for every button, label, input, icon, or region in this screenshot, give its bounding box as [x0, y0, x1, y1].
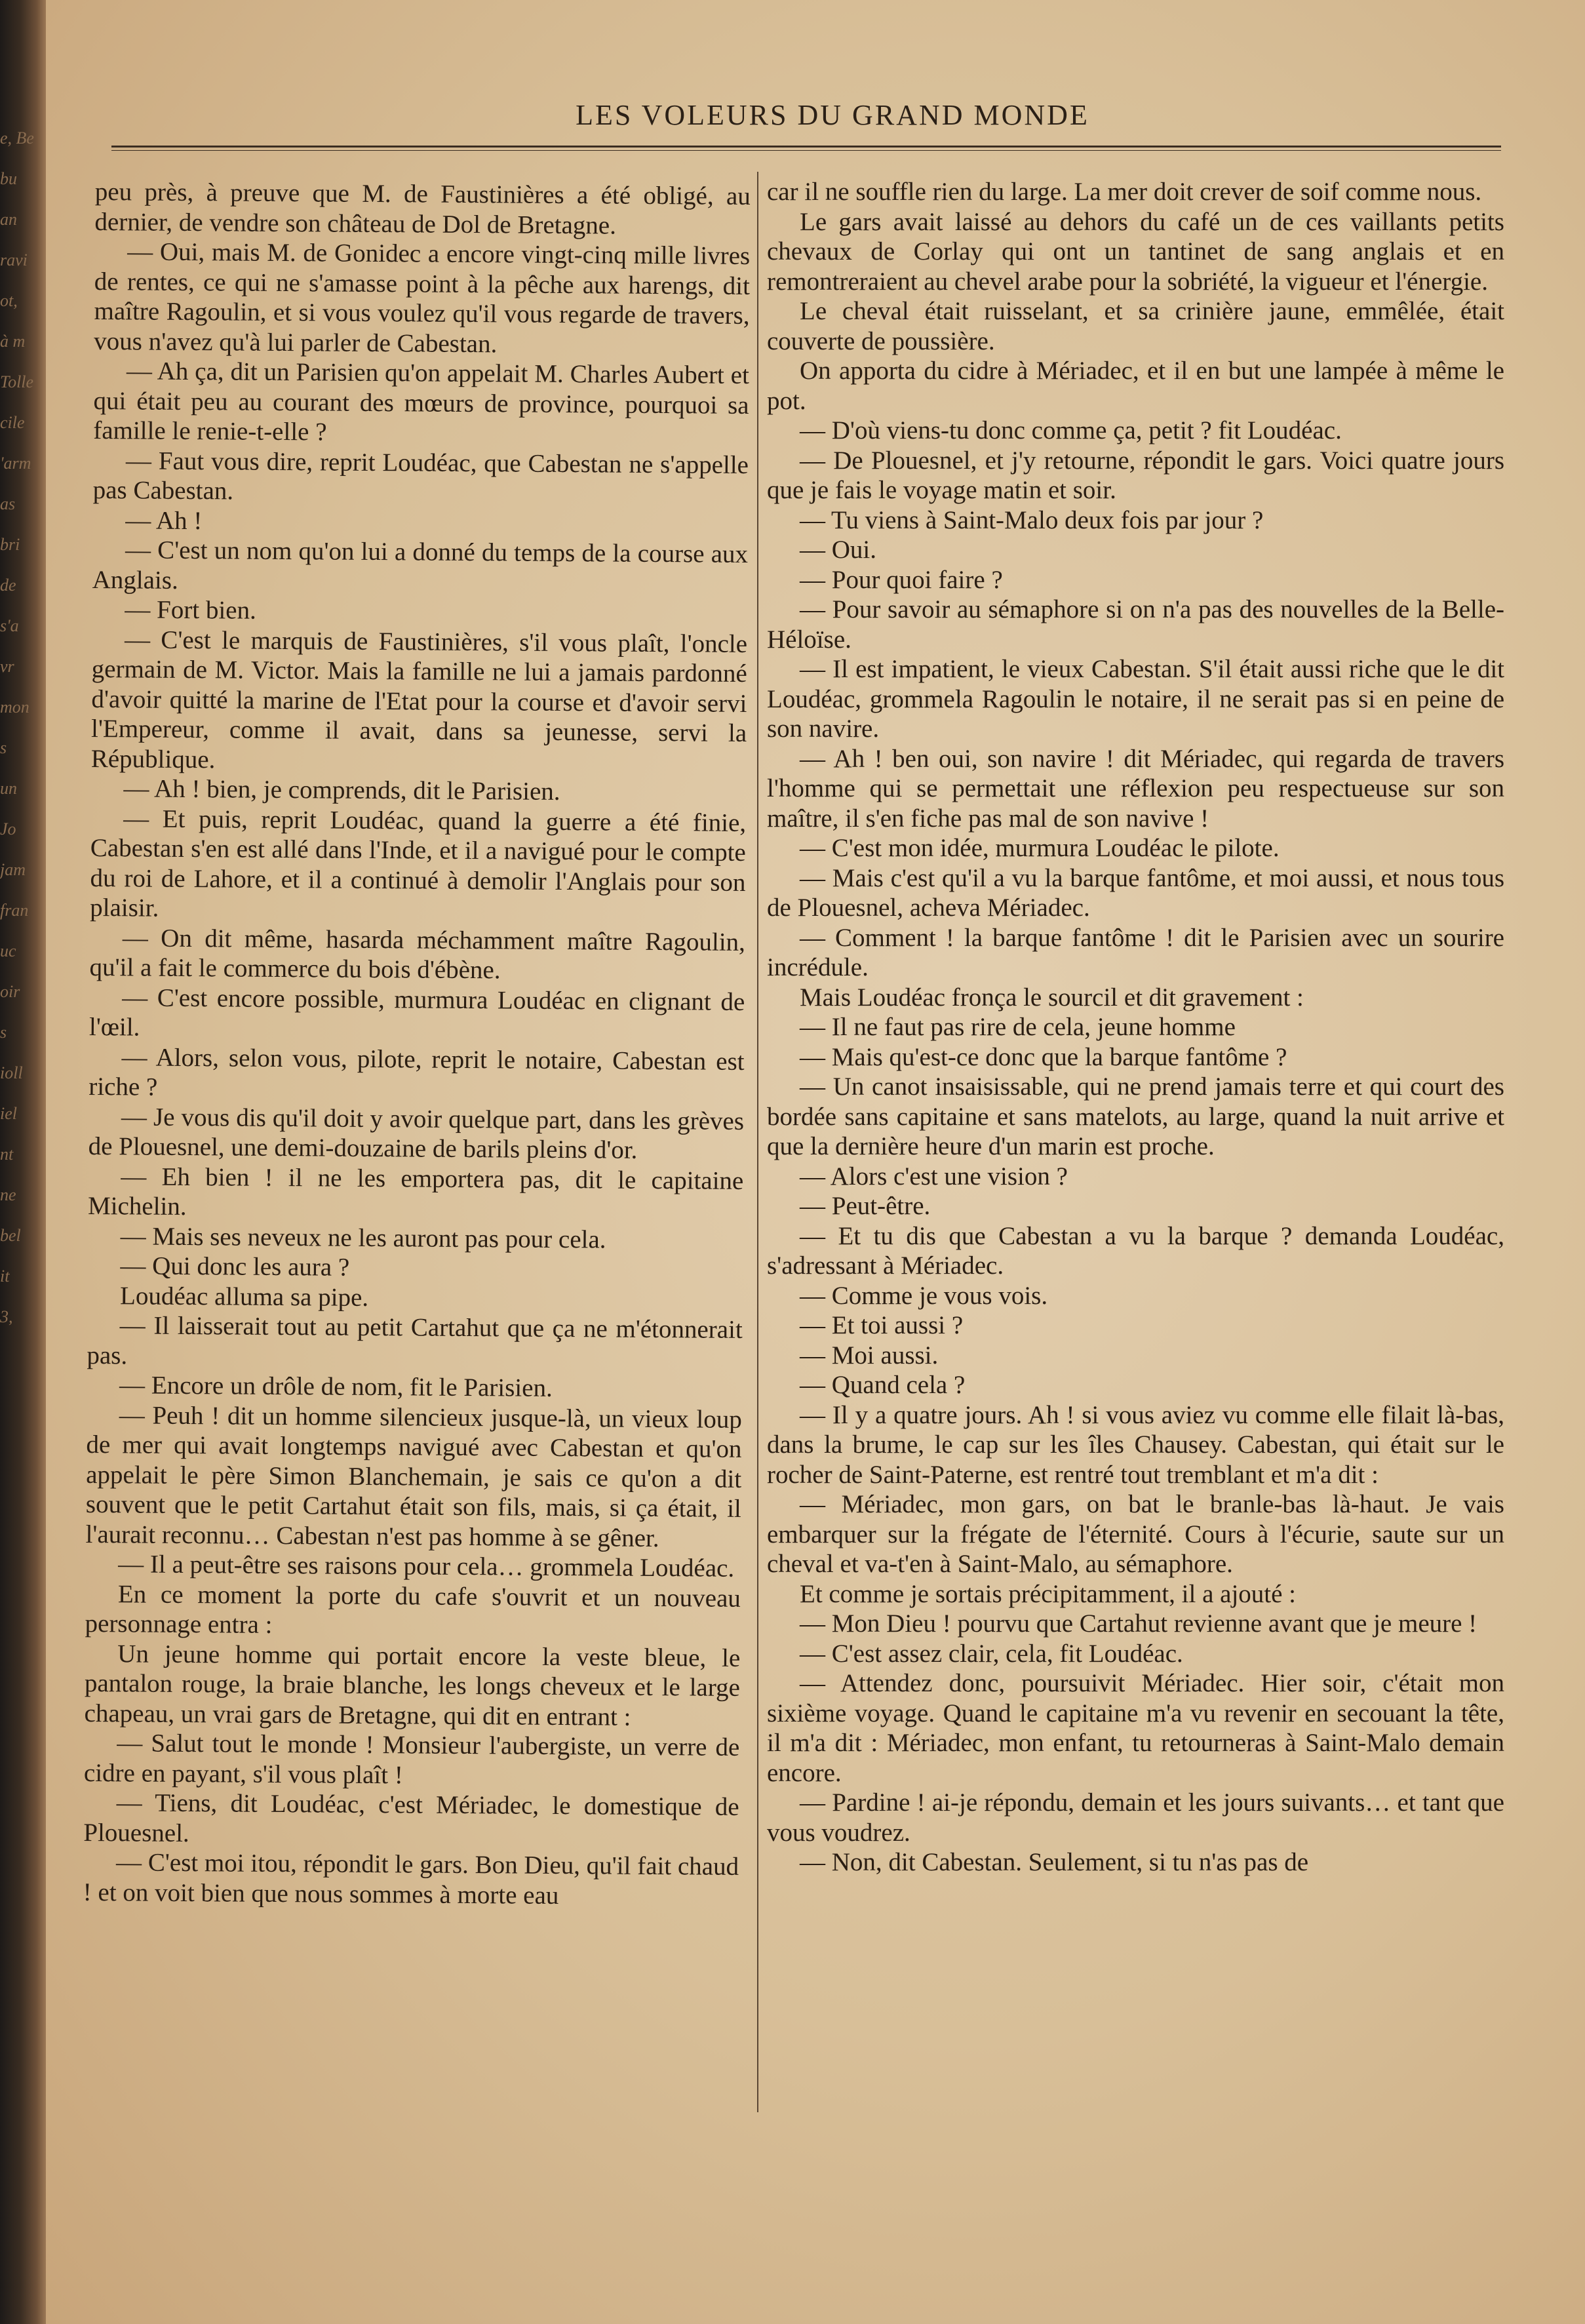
paragraph: — Encore un drôle de nom, fit le Parisien. — [119, 1371, 553, 1402]
paragraph: — Pardine ! ai-je répondu, demain et les jours suivants… et tant que vous voudrez. — [767, 1788, 1504, 1847]
paragraph: — Mais c'est qu'il a vu la barque fantôme, et moi aussi, et nous tous de Plouesnel, acheva Mériadec. — [767, 863, 1504, 922]
paragraph: — Ah ! ben oui, son navire ! dit Mériadec, qui regarda de travers l'homme qui se permettait une réflexion peu respectueuse sur son maître, il s'en fiche pas mal de son navive ! — [767, 744, 1504, 833]
paragraph: — On dit même, hasarda méchamment maître Ragoulin, qu'il a fait le commerce du bois d'ébène. — [89, 923, 746, 985]
paragraph: — C'est un nom qu'on lui a donné du temps de la course aux Anglais. — [92, 536, 749, 595]
edge-fragment: ioll — [0, 1063, 23, 1082]
paragraph: — Comme je vous vois. — [800, 1281, 1048, 1310]
paragraph: — Mon Dieu ! pourvu que Cartahut revienne avant que je meure ! — [800, 1609, 1477, 1638]
paragraph: Le cheval était ruisselant, et sa crinière jaune, emmêlée, était couverte de poussière. — [767, 297, 1504, 355]
column-separator — [757, 172, 758, 2112]
edge-fragment: ne — [0, 1185, 16, 1204]
edge-fragment: 'arm — [0, 454, 31, 473]
paragraph: car il ne souffle rien du large. La mer doit crever de soif comme nous. — [767, 178, 1482, 206]
edge-fragment: de — [0, 576, 16, 595]
edge-fragment: e, Be — [0, 128, 34, 148]
paragraph: — Comment ! la barque fantôme ! dit le Parisien avec un sourire incrédule. — [767, 923, 1504, 981]
paragraph: Loudéac alluma sa pipe. — [119, 1281, 369, 1312]
paragraph: — Eh bien ! il ne les emportera pas, dit le capitaine Michelin. — [87, 1162, 744, 1221]
edge-fragment: as — [0, 494, 16, 513]
paragraph: — Alors c'est une vision ? — [800, 1162, 1068, 1191]
paragraph: — Ah ! — [125, 505, 203, 535]
paragraph: Un jeune homme qui portait encore la veste bleue, le pantalon rouge, la braie blanche, les longs cheveux et le large chapeau, un vrai gars de Bretagne, qui dit en entrant : — [84, 1639, 741, 1731]
paragraph: — Moi aussi. — [800, 1341, 939, 1369]
paragraph: — Faut vous dire, reprit Loudéac, que Cabestan ne s'appelle pas Cabestan. — [92, 446, 749, 505]
paragraph: — Non, dit Cabestan. Seulement, si tu n'as pas de — [800, 1848, 1309, 1876]
paragraph: — Tu viens à Saint-Malo deux fois par jour ? — [800, 505, 1264, 534]
paragraph: — Un canot insaisissable, qui ne prend jamais terre et qui court des bordée sans capitaine et sans matelots, au large, quand la nuit arrive et que la dernière heure d'un marin est proche. — [767, 1073, 1504, 1160]
paragraph: — C'est encore possible, murmura Loudéac en clignant de l'œil. — [88, 983, 745, 1042]
edge-fragment: ot, — [0, 291, 18, 310]
paragraph: — Mais qu'est-ce donc que la barque fantôme ? — [800, 1042, 1287, 1071]
edge-fragment: fran — [0, 901, 29, 920]
edge-fragment: oir — [0, 982, 20, 1001]
edge-fragment: iel — [0, 1104, 17, 1123]
edge-fragment: vr — [0, 657, 14, 676]
paragraph: — Mais ses neveux ne les auront pas pour cela. — [120, 1221, 606, 1253]
paragraph: — Tiens, dit Loudéac, c'est Mériadec, le domestique de Plouesnel. — [83, 1788, 739, 1847]
edge-fragment: s — [0, 738, 7, 757]
paragraph: — Salut tout le monde ! Monsieur l'aubergiste, un verre de cidre en payant, s'il vous plaît ! — [83, 1729, 740, 1789]
paragraph: — Peuh ! dit un homme silencieux jusque-là, un vieux loup de mer qui avait longtemps navigué avec Cabestan et qu'on appelait le père Simon Blanchemain, je sais ce qu'on a dit souvent que le petit Cartahut était son fils, mais, si ça était, il l'aurait reconnu… Cabestan n'est pas homme à se gêner. — [85, 1400, 742, 1552]
paragraph: — Mériadec, mon gars, on bat le branle-bas là-haut. Je vais embarquer sur la frégate de l'éternité. Cours à l'écurie, saute sur un cheval et va-t'en à Saint-Malo, au sémaphore. — [767, 1490, 1504, 1578]
paragraph: — Ah ! bien, je comprends, dit le Parisien. — [123, 774, 560, 806]
paragraph: En ce moment la porte du cafe s'ouvrit et un nouveau personnage entra : — [85, 1579, 741, 1639]
paragraph: — Fort bien. — [125, 595, 256, 625]
edge-fragment: ravi — [0, 250, 28, 269]
edge-fragment: bu — [0, 169, 17, 188]
edge-fragment: un — [0, 779, 17, 798]
edge-fragment: à m — [0, 332, 26, 351]
edge-fragment: bri — [0, 535, 20, 554]
edge-fragment: uc — [0, 941, 16, 960]
paragraph: Le gars avait laissé au dehors du café un de ces vaillants petits chevaux de Corlay qui ont un tantinet de sang anglais et en remontreraient au chevel arabe pour la sobriété, la vigueur et l'énergie. — [767, 207, 1504, 296]
paragraph: — Attendez donc, poursuivit Mériadec. Hier soir, c'était mon sixième voyage. Quand le capitaine m'a vu revenir en secouant la tête, il m'a dit : Mériadec, mon enfant, tu retourneras à Saint-Malo demain encore. — [767, 1669, 1504, 1787]
paragraph: — Pour savoir au sémaphore si on n'a pas des nouvelles de la Belle-Héloïse. — [767, 595, 1504, 654]
edge-fragment: Tolle — [0, 372, 34, 391]
paragraph: Et comme je sortais précipitamment, il a ajouté : — [800, 1579, 1297, 1608]
edge-fragment: nt — [0, 1145, 14, 1164]
paragraph: — De Plouesnel, et j'y retourne, répondit le gars. Voici quatre jours que je fais le voyage matin et soir. — [767, 446, 1504, 504]
paragraph: On apporta du cidre à Mériadec, et il en but une lampée à même le pot. — [767, 357, 1504, 415]
paragraph: — Il a peut-être ses raisons pour cela… grommela Loudéac. — [118, 1550, 735, 1583]
edge-fragment: an — [0, 210, 17, 229]
edge-fragment: mon — [0, 698, 29, 717]
paragraph: — Quand cela ? — [800, 1371, 966, 1399]
paragraph: — Il y a quatre jours. Ah ! si vous aviez vu comme elle filait là-bas, dans la brume, le cap sur les îles Chausey. Cabestan, qui était sur le rocher de Saint-Paterne, est rentré tout tremblant et m'a dit : — [767, 1400, 1504, 1489]
left-column — [83, 177, 751, 1912]
paragraph: — Oui. — [800, 536, 876, 564]
edge-fragment: 3, — [0, 1307, 13, 1326]
edge-fragment: it — [0, 1267, 10, 1286]
paragraph: Mais Loudéac fronça le sourcil et dit gravement : — [800, 983, 1304, 1012]
paragraph: — Alors, selon vous, pilote, reprit le notaire, Cabestan est riche ? — [88, 1042, 745, 1101]
edge-fragment: s'a — [0, 616, 19, 635]
paragraph: — Il laisserait tout au petit Cartahut que ça ne m'étonnerait pas. — [87, 1311, 743, 1369]
paragraph: — Il est impatient, le vieux Cabestan. S'il était aussi riche que le dit Loudéac, grommela Ragoulin le notaire, il ne serait pas si en peine de son navire. — [767, 655, 1504, 743]
paragraph: — C'est le marquis de Faustinières, s'il vous plaît, l'oncle germain de M. Victor. Mais la famille ne lui a jamais pardonné d'avoir quitté la marine de l'Etat pour la course et d'avoir servi l'Empereur, comme il avait, dans sa jeunesse, servi la République. — [90, 625, 748, 774]
paragraph: — C'est assez clair, cela, fit Loudéac. — [800, 1639, 1183, 1668]
paragraph: — D'où viens-tu donc comme ça, petit ? fit Loudéac. — [800, 416, 1342, 444]
edge-fragment: s — [0, 1023, 7, 1042]
paragraph: — Peut-être. — [800, 1192, 931, 1220]
paragraph: — Ah ça, dit un Parisien qu'on appelait M. Charles Aubert et qui était peu au courant des mœurs de province, pourquoi sa famille le renie-t-elle ? — [93, 357, 750, 446]
paragraph: — Oui, mais M. de Gonidec a encore vingt-cinq mille livres de rentes, ce qui ne s'amasse point à la pêche aux harengs, dit maître Ragoulin, et si vous voulez qu'il vous regarde de travers, vous n'avez qu'à lui parler de Cabestan. — [94, 237, 751, 358]
paragraph: — Et puis, reprit Loudéac, quand la guerre a été finie, Cabestan s'en est allé dans l'Inde, et il a navigué pour le compte du roi de Lahore, et il a continué à demolir l'Anglais pour son plaisir. — [90, 804, 747, 922]
header-rule — [111, 146, 1501, 151]
facing-page-edge — [0, 118, 41, 2085]
paragraph: — Et tu dis que Cabestan a vu la barque ? demanda Loudéac, s'adressant à Mériadec. — [767, 1221, 1504, 1280]
paragraph: — Qui donc les aura ? — [120, 1251, 350, 1282]
edge-fragment: Jo — [0, 819, 16, 838]
paragraph: — Il ne faut pas rire de cela, jeune homme — [800, 1013, 1236, 1041]
paragraph: — C'est moi itou, répondit le gars. Bon Dieu, qu'il fait chaud ! et on voit bien que nous sommes à morte eau — [83, 1848, 739, 1910]
paragraph: — Je vous dis qu'il doit y avoir quelque part, dans les grèves de Plouesnel, une demi-douzaine de barils pleins d'or. — [88, 1102, 745, 1164]
paragraph: — C'est mon idée, murmura Loudéac le pilote. — [800, 834, 1280, 862]
paragraph: — Et toi aussi ? — [800, 1311, 964, 1339]
paragraph: — Pour quoi faire ? — [800, 565, 1003, 594]
running-head: LES VOLEURS DU GRAND MONDE — [576, 99, 1089, 131]
right-column — [767, 177, 1504, 1878]
book-page — [46, 0, 1585, 2324]
edge-fragment: jam — [0, 860, 26, 879]
paragraph: peu près, à preuve que M. de Faustinières a été obligé, au dernier, de vendre son château de Dol de Bretagne. — [94, 177, 751, 240]
edge-fragment: bel — [0, 1226, 21, 1245]
edge-fragment: cile — [0, 413, 25, 432]
